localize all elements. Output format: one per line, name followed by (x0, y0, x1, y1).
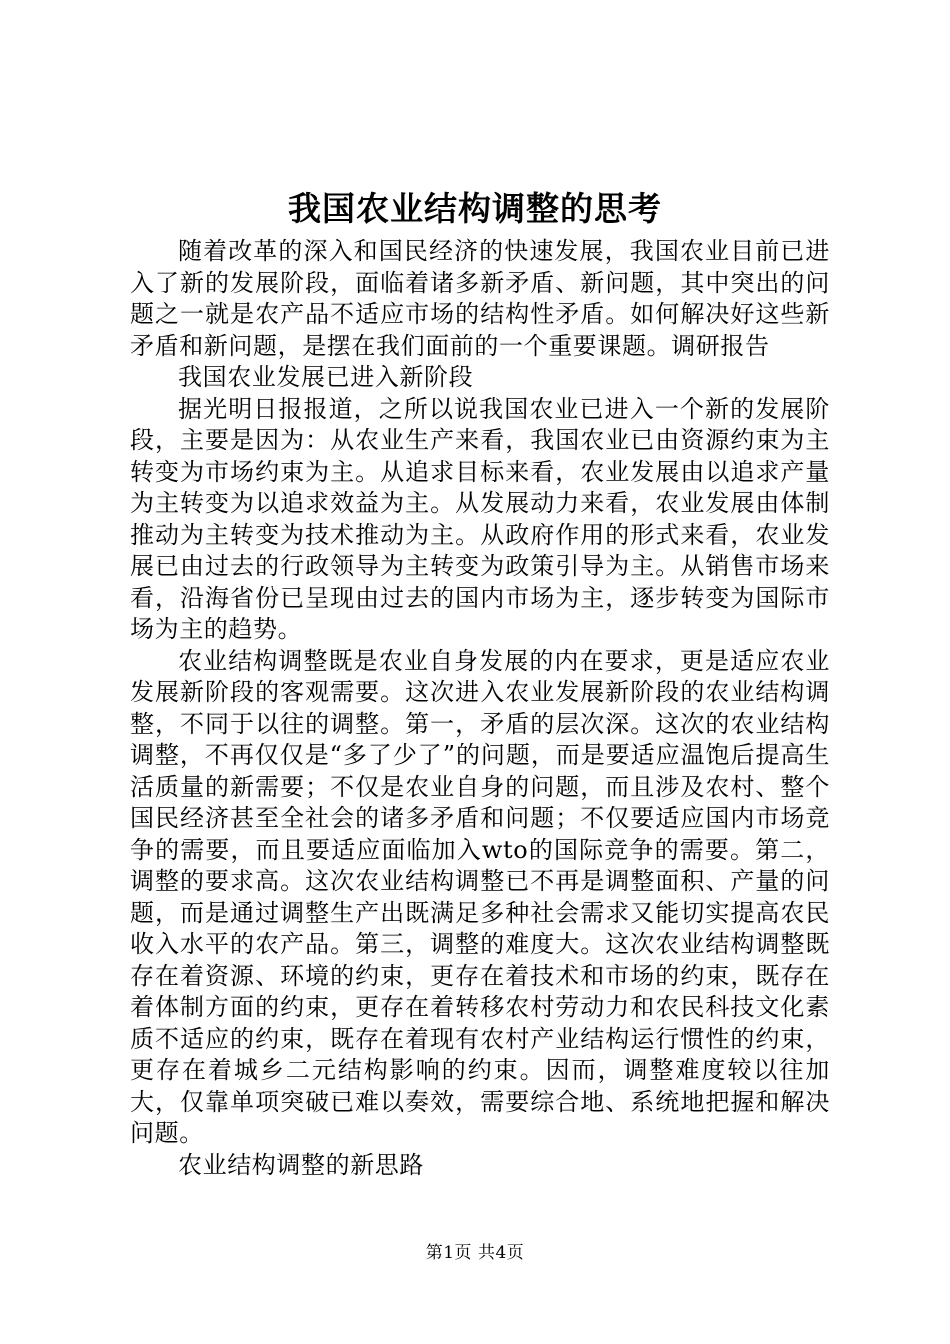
paragraph-structural-adjustment: 农业结构调整既是农业自身发展的内在要求，更是适应农业发展新阶段的客观需要。这次进入农业发展新阶段的农业结构调整，不同于以往的调整。第一，矛盾的层次深。这次的农业结构调整，不再仅仅是“多了少了”的问题，而是要适应温饱后提高生活质量的新需要；不仅是农业自身的问题，而且涉及农村、整个国民经济甚至全社会的诸多矛盾和问题；不仅要适应国内市场竞争的需要，而且要适应面临加入wto的国际竞争的需要。第二，调整的要求高。这次农业结构调整已不再是调整面积、产量的问题，而是通过调整生产出既满足多种社会需求又能切实提高农民收入水平的农产品。第三，调整的难度大。这次农业结构调整既存在着资源、环境的约束，更存在着技术和市场的约束，既存在着体制方面的约束，更存在着转移农村劳动力和农民科技文化素质不适应的约束，既存在着现有农村产业结构运行惯性的约束，更存在着城乡二元结构影响的约束。因而，调整难度较以往加大，仅靠单项突破已难以奏效，需要综合地、系统地把握和解决问题。 (130, 646, 830, 1147)
document-body (130, 236, 830, 1181)
paragraph-intro: 随着改革的深入和国民经济的快速发展，我国农业目前已进入了新的发展阶段，面临着诸多新矛盾、新问题，其中突出的问题之一就是农产品不适应市场的结构性矛盾。如何解决好这些新矛盾和新问题，是摆在我们面前的一个重要课题。调研报告 (130, 237, 830, 360)
page-number-footer: 第1页 共4页 (425, 1243, 525, 1263)
section-heading-new-ideas: 农业结构调整的新思路 (178, 1150, 424, 1179)
paragraph-new-stage: 据光明日报报道，之所以说我国农业已进入一个新的发展阶段，主要是因为：从农业生产来看，我国农业已由资源约束为主转变为市场约束为主。从追求目标来看，农业发展由以追求产量为主转变为以追求效益为主。从发展动力来看，农业发展由体制推动为主转变为技术推动为主。从政府作用的形式来看，农业发展已由过去的行政领导为主转变为政策引导为主。从销售市场来看，沿海省份已呈现由过去的国内市场为主，逐步转变为国际市场为主的趋势。 (130, 394, 830, 643)
section-heading-new-stage: 我国农业发展已进入新阶段 (178, 363, 474, 391)
document-title: 我国农业结构调整的思考 (288, 189, 662, 228)
